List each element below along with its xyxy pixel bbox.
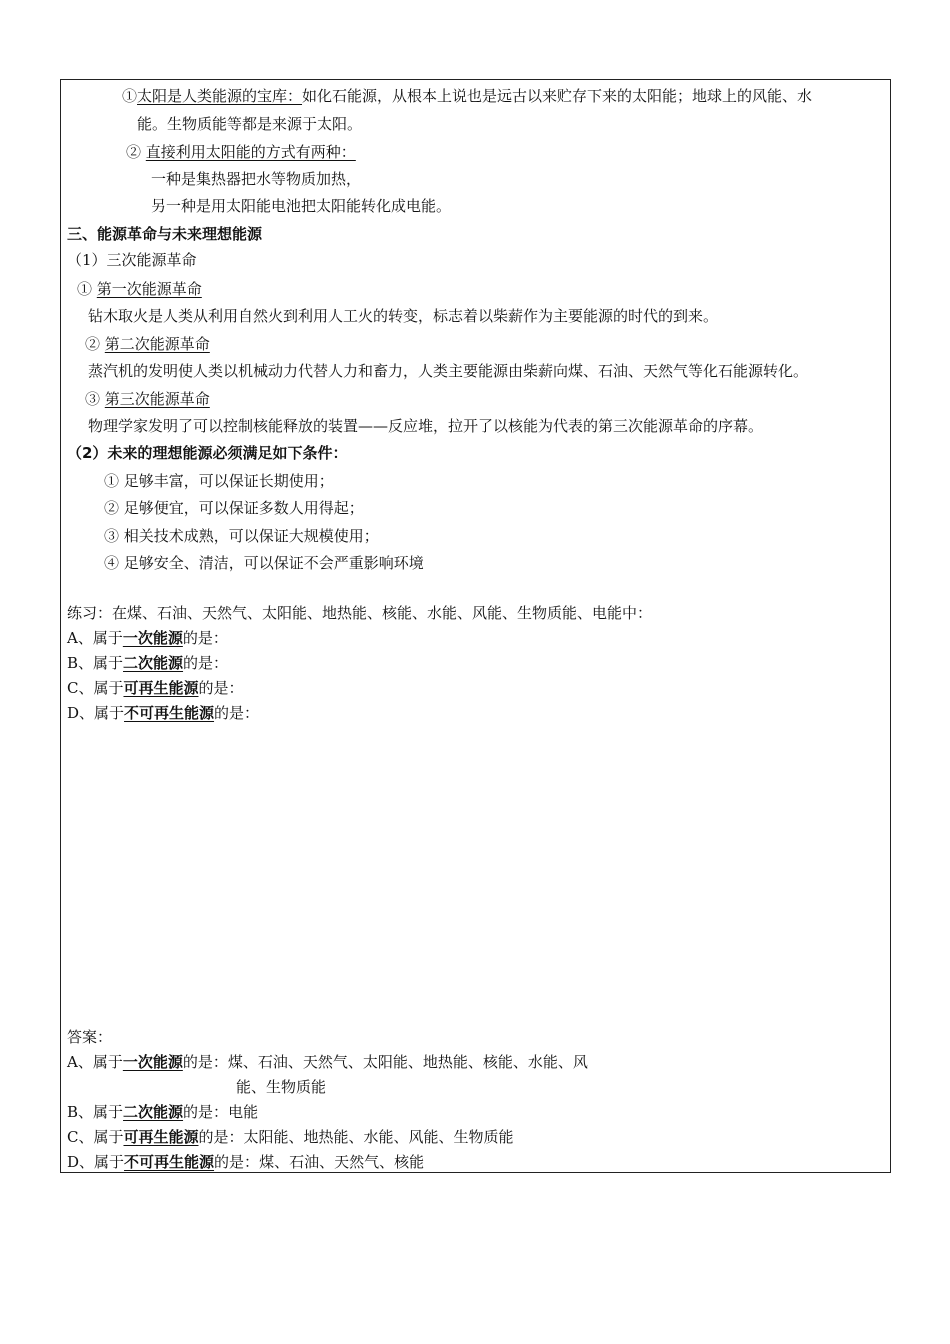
answer-d-term: 不可再生能源	[124, 1153, 215, 1171]
answer-c	[67, 1127, 514, 1147]
answer-d-prefix: D、属于	[67, 1153, 125, 1171]
exercise-a-prefix: A、属于	[67, 629, 123, 647]
answer-a	[67, 1052, 588, 1072]
answer-c-suffix: 的是：	[198, 1128, 244, 1146]
circled-two: ②	[126, 143, 142, 161]
subsection-2: （2）未来的理想能源必须满足如下条件：	[67, 444, 348, 462]
answer-d-text: 煤、石油、天然气、核能	[259, 1153, 425, 1171]
circled-two: ②	[85, 335, 101, 353]
exercise-a-term: 一次能源	[122, 629, 183, 647]
revolution-2-label: 第二次能源革命	[104, 335, 210, 353]
solar-point-2	[126, 142, 356, 162]
revolution-1-label: 第一次能源革命	[96, 280, 202, 298]
circled-one: ①	[77, 280, 93, 298]
exercise-b	[67, 653, 228, 673]
answer-c-prefix: C、属于	[67, 1128, 124, 1146]
circled-one: ①	[122, 87, 138, 105]
condition-4: ④ 足够安全、清洁，可以保证不会严重影响环境	[104, 554, 424, 572]
exercise-a	[67, 628, 228, 648]
answer-b-prefix: B、属于	[67, 1103, 124, 1121]
revolution-3-label: 第三次能源革命	[104, 390, 210, 408]
subsection-1: （1）三次能源革命	[67, 251, 197, 269]
solar-way-1: 一种是集热器把水等物质加热，	[151, 170, 362, 188]
exercise-c-prefix: C、属于	[67, 679, 124, 697]
answer-a-cont: 能、生物质能	[236, 1078, 327, 1096]
exercise-d-suffix: 的是：	[214, 704, 260, 722]
condition-3: ③ 相关技术成熟，可以保证大规模使用；	[104, 527, 379, 545]
exercise-prompt: 练习：在煤、石油、天然气、太阳能、地热能、核能、水能、风能、生物质能、电能中：	[67, 604, 653, 622]
revolution-2-title	[85, 334, 210, 354]
exercise-b-term: 二次能源	[123, 654, 184, 672]
solar-point-1-title: 太阳是人类能源的宝库：	[137, 87, 303, 105]
solar-point-1-cont: 能。生物质能等都是来源于太阳。	[137, 115, 363, 133]
circled-three: ③	[85, 390, 101, 408]
solar-point-1-text: 如化石能源，从根本上说也是远古以来贮存下来的太阳能；地球上的风能、水	[302, 87, 813, 105]
condition-2: ② 足够便宜，可以保证多数人用得起；	[104, 499, 364, 517]
answer-a-text: 煤、石油、天然气、太阳能、地热能、核能、水能、风	[227, 1053, 588, 1071]
answer-b-term: 二次能源	[123, 1103, 184, 1121]
exercise-c-term: 可再生能源	[123, 679, 199, 697]
revolution-1-title	[77, 279, 202, 299]
exercise-d-prefix: D、属于	[67, 704, 125, 722]
section-3-heading: 三、能源革命与未来理想能源	[67, 225, 263, 243]
revolution-3-title	[85, 389, 210, 409]
answers-label: 答案：	[67, 1028, 113, 1046]
answer-d-suffix: 的是：	[214, 1153, 260, 1171]
answer-a-term: 一次能源	[122, 1053, 183, 1071]
exercise-a-suffix: 的是：	[182, 629, 228, 647]
exercise-b-prefix: B、属于	[67, 654, 124, 672]
solar-point-2-title: 直接利用太阳能的方式有两种：	[145, 143, 356, 161]
answer-b-suffix: 的是：	[183, 1103, 229, 1121]
answer-a-suffix: 的是：	[182, 1053, 228, 1071]
revolution-2-text: 蒸汽机的发明使人类以机械动力代替人力和畜力，人类主要能源由柴薪向煤、石油、天然气等化石能源转化。	[88, 362, 809, 380]
exercise-c-suffix: 的是：	[198, 679, 244, 697]
revolution-3-text: 物理学家发明了可以控制核能释放的装置——反应堆，拉开了以核能为代表的第三次能源革命的序幕。	[88, 417, 764, 435]
exercise-d	[67, 703, 259, 723]
exercise-d-term: 不可再生能源	[124, 704, 215, 722]
answer-b-text: 电能	[228, 1103, 259, 1121]
exercise-c	[67, 678, 244, 698]
solar-way-2: 另一种是用太阳能电池把太阳能转化成电能。	[151, 197, 452, 215]
answer-d	[67, 1152, 424, 1172]
answer-b	[67, 1102, 258, 1122]
solar-point-1	[122, 86, 812, 106]
answer-c-text: 太阳能、地热能、水能、风能、生物质能	[243, 1128, 514, 1146]
answer-a-prefix: A、属于	[67, 1053, 123, 1071]
condition-1: ① 足够丰富，可以保证长期使用；	[104, 472, 334, 490]
answer-c-term: 可再生能源	[123, 1128, 199, 1146]
exercise-b-suffix: 的是：	[183, 654, 229, 672]
revolution-1-text: 钻木取火是人类从利用自然火到利用人工火的转变，标志着以柴薪作为主要能源的时代的到来。	[88, 307, 719, 325]
